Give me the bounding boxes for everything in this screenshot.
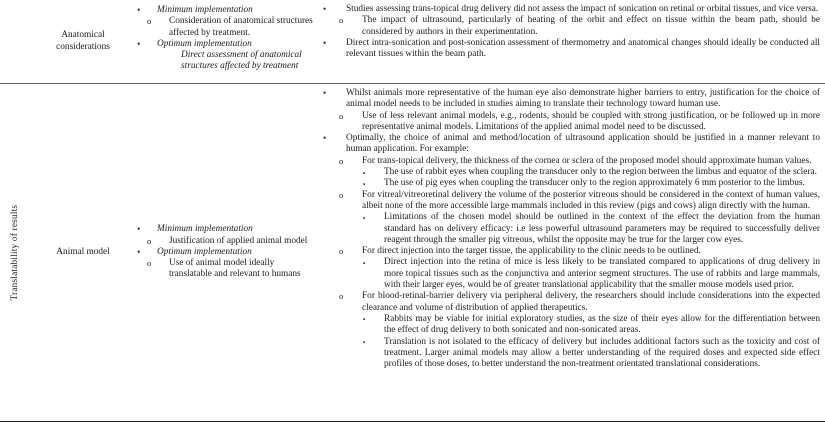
list-item [134, 16, 316, 39]
list-item [316, 156, 820, 167]
list-item [316, 133, 820, 156]
bullet-dot-icon: • [137, 38, 141, 49]
list-item [316, 190, 820, 213]
bullet-dot-icon: • [137, 5, 141, 15]
list-item [316, 212, 820, 246]
list-item-text: Use of animal model ideally translatable and relevant to humans [169, 258, 301, 280]
category-label: Anatomical considerations [56, 30, 110, 52]
list-item [134, 247, 316, 258]
list-item-text: For vitreal/vitreoretinal delivery the volume of the posterior vitreous should be considered in the context of human values, albeit none of the more accessible large mammals included in this review (pigs and cows) align directly with the human. [362, 189, 820, 211]
implementation-list [134, 0, 316, 83]
bullet-circle-icon: o [147, 16, 152, 27]
list-item-text: Rabbits may be viable for initial exploratory studies, as the size of their eyes allow for the differentiation between the effect of drug delivery to both sonicated and non-sonicated areas. [384, 313, 820, 336]
list-item [134, 50, 316, 73]
category-cell [32, 0, 134, 83]
list-item-text: For trans-topical delivery, the thickness of the cornea or sclera of the proposed model should approximate human values. [362, 155, 812, 166]
list-item-text: The use of rabbit eyes when coupling the transducer only to the region between the limbus and equator of the sclera. [384, 167, 817, 178]
list-item-text: For blood-retinal-barrier delivery via peripheral delivery, the researchers should include considerations into the expected clearance and volume of distribution of applied therapeutics. [362, 291, 820, 313]
notes-list [316, 0, 825, 83]
bullet-dot-icon: • [137, 224, 141, 235]
list-item-text: Limitations of the chosen model should be outlined in the context of the effect the deviation from the human standard has on delivery efficacy: i.e less powerful ultrasound parameters may be required to successfully deliver reagent through the smaller pig vitreous, whilst the opposite may be true for the larger cow eyes. [384, 212, 820, 245]
list-item [316, 167, 820, 178]
list-item-text: Use of less relevant animal models, e.g., rodents, should be coupled with strong justification, or be followed up in more representative animal models. Limitations of the applied animal model need to be discussed. [362, 110, 820, 132]
bullet-circle-icon: o [339, 246, 344, 257]
bullet-circle-icon: o [339, 110, 344, 121]
list-item [316, 246, 820, 257]
notes-list [316, 84, 825, 421]
bullet-circle-icon: o [339, 15, 344, 26]
list-item-text: Optimum implementation [157, 38, 252, 49]
list-item-text: Justification of applied animal model [169, 235, 308, 246]
row-group-label: Translatability of results [10, 204, 21, 301]
list-item [316, 178, 820, 189]
table-row-anatomical-considerations [0, 0, 825, 84]
table-row-animal-model [0, 84, 825, 422]
bullet-square-icon: ▪ [363, 169, 366, 177]
list-item-text: The impact of ultrasound, particularly of heating of the orbit and effect on tissue within the beam path, should be considered by authors in their experimentation. [362, 15, 820, 37]
list-item-text: Optimally, the choice of animal and method/location of ultrasound application should be justified in a manner relevant to human application. For example: [346, 133, 820, 155]
list-item [316, 111, 820, 134]
list-item [134, 39, 316, 50]
list-item [316, 4, 820, 15]
bullet-dot-icon: • [323, 133, 327, 144]
list-item-text: Translation is not isolated to the efficacy of delivery but includes additional factors such as the toxicity and cost of treatment. Larger animal models may allow a better understanding of the required doses and expected side effect profiles of those doses, to better understand the non-treatment orientated translational considerations. [384, 336, 820, 370]
bullet-circle-icon: o [147, 258, 152, 269]
bullet-square-icon: ▪ [363, 339, 366, 347]
list-item-text: Optimum implementation [157, 246, 252, 257]
list-item [316, 314, 820, 337]
list-item [316, 38, 820, 61]
bullet-dot-icon: • [323, 37, 327, 48]
bullet-circle-icon: o [147, 235, 152, 246]
bullet-dot-icon: • [137, 246, 141, 257]
bullet-circle-icon: o [339, 155, 344, 166]
group-label-cell-spacer [0, 0, 32, 83]
list-item-text: Minimum implementation [157, 224, 253, 235]
implementation-list [134, 84, 316, 421]
list-item-text: Minimum implementation [157, 5, 253, 15]
list-item-text: For direct injection into the target tissue, the applicability to the clinic needs to be outlined. [362, 246, 701, 257]
list-item-text: Whilst animals more representative of the human eye also demonstrate higher barriers to entry, justification for the choice of animal model needs to be included in studies aiming to translate their technology toward human use. [346, 88, 820, 110]
list-item [316, 257, 820, 291]
bullet-dot-icon: • [323, 4, 327, 14]
list-item-text: Direct intra-sonication and post-sonication assessment of thermometry and anatomical changes should ideally be conducted all relevant tissues within the beam path. [346, 37, 820, 60]
list-item-text: Consideration of anatomical structures affected by treatment. [169, 16, 313, 38]
group-label-cell [0, 84, 32, 421]
list-item [316, 291, 820, 314]
bullet-square-icon: ▪ [363, 180, 366, 188]
list-item [316, 337, 820, 371]
list-item [134, 224, 316, 235]
list-item-text: Direct injection into the retina of mice is less likely to be translated compared to applications of drug delivery in more topical tissues such as the conjunctiva and anterior segment structures. The use of rabbits and large mammals, with their larger eyes, would be of greater translational applicability that the smaller mouse models used prior. [384, 257, 820, 291]
bullet-square-icon: ▪ [363, 259, 366, 267]
category-cell [32, 84, 134, 421]
list-item-text: Studies assessing trans-topical drug delivery did not assess the impact of sonication on retinal or orbital tissues, and vice versa. [346, 4, 819, 14]
bullet-dot-icon: • [323, 88, 327, 98]
list-item [134, 5, 316, 16]
list-item [316, 88, 820, 111]
bullet-circle-icon: o [339, 291, 344, 302]
list-item [316, 15, 820, 38]
category-label: Animal model [56, 246, 110, 257]
list-item [134, 236, 316, 247]
bullet-circle-icon: o [339, 189, 344, 200]
list-item-text: Direct assessment of anatomical structures affected by treatment [181, 50, 302, 72]
bullet-square-icon: ▪ [363, 316, 366, 324]
bullet-square-icon: ▪ [363, 214, 366, 222]
list-item-text: The use of pig eyes when coupling the transducer only to the region approximately 6 mm posterior to the limbus. [384, 178, 805, 189]
list-item [134, 258, 316, 281]
